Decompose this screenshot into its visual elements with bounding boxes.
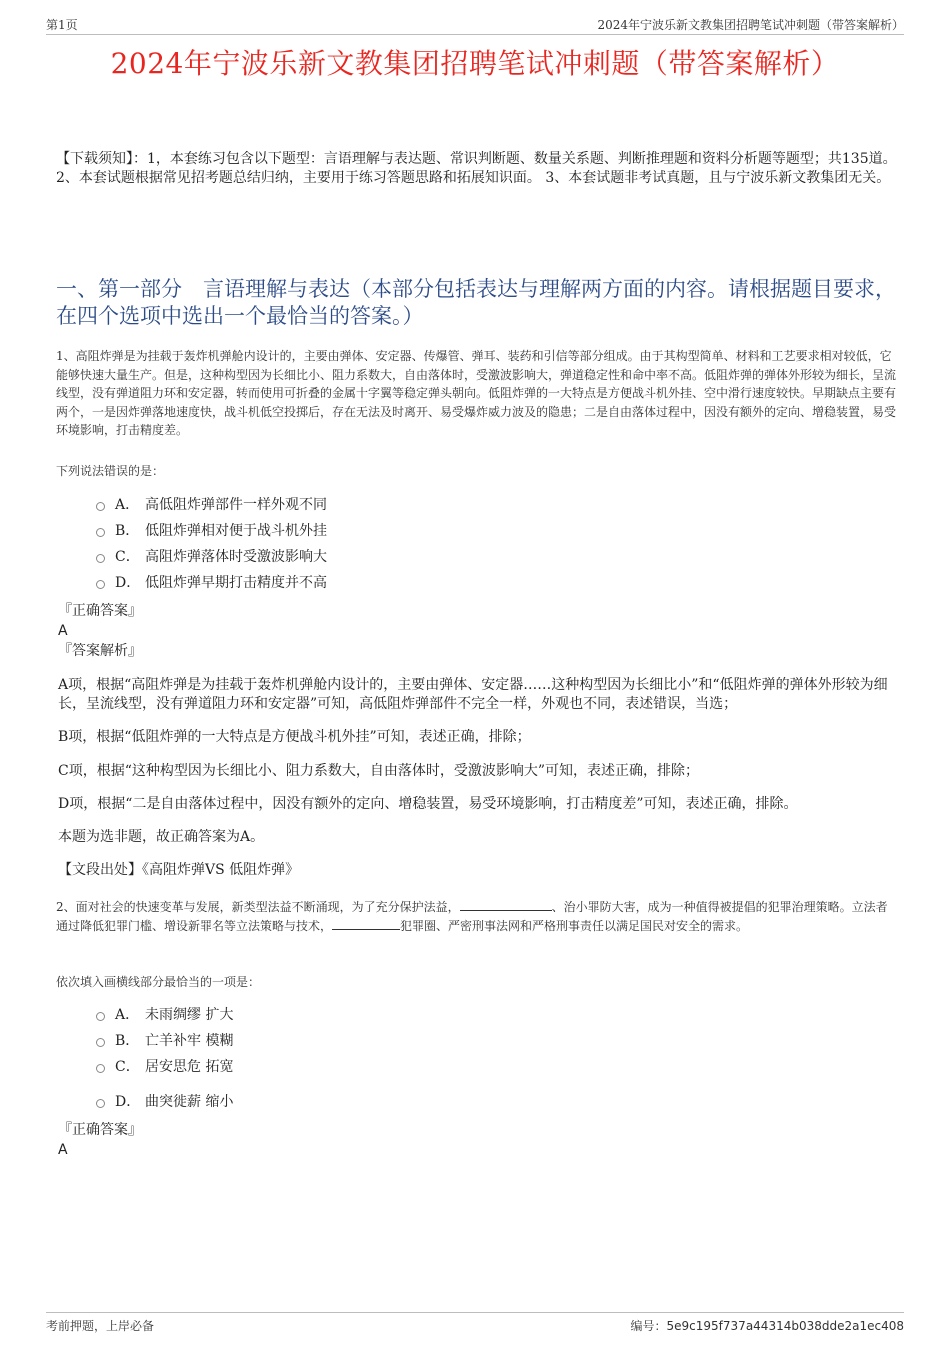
q1-answer-label: 『正确答案』 <box>58 603 142 619</box>
footer-id <box>631 1317 904 1334</box>
q1-option-b[interactable] <box>96 521 327 541</box>
section-title: 一、第一部分 言语理解与表达（本部分包括表达与理解两方面的内容。请根据题目要求，在四个选项中选出一个最恰当的答案。） <box>56 277 896 328</box>
q2-option-c[interactable] <box>96 1057 233 1077</box>
radio-icon[interactable] <box>96 1064 105 1073</box>
q1-passage: 1、高阻炸弹是为挂载于轰炸机弹舱内设计的，主要由弹体、安定器、传爆管、弹耳、装药和引信等部分组成。由于其构型简单、材料和工艺要求相对较低，它能够快速大量生产。但是，这种构型因为长细比小、阻力系数大，自由落体时，受激波影响大，弹道稳定性和命中率不高。低阻炸弹的弹体外形较为细长，呈流线型，没有弹道阻力环和安定器，转而使用可折叠的金属十字翼等稳定弹头朝向。低阻炸弹的一大特点是方便战斗机外挂、空中滑行速度较快。早期缺点主要有两个，一是因炸弹落地速度快，战斗机低空投掷后，存在无法及时离开、易受爆炸威力波及的隐患；二是自由落体过程中，因没有额外的定向、增稳装置，易受环境影响，打击精度差。 <box>56 349 897 437</box>
q2-passage-part2: 、治小罪防大害，成为一种值得被提倡的犯罪治理策略。立法者通过降低犯罪门槛、增设新罪名等立法策略与技术， <box>56 900 888 933</box>
q1-analysis-a: A项，根据“高阻炸弹是为挂载于轰炸机弹舱内设计的，主要由弹体、安定器……这种构型因为长细比小”和“低阻炸弹的弹体外形较为细长，呈流线型，没有弹道阻力环和安定器”可知，高低阻炸弹部件不完全一样，外观也不同，表述错误，当选； <box>58 677 888 712</box>
radio-icon[interactable] <box>96 1099 105 1108</box>
option-text: 高阻炸弹落体时受激波影响大 <box>145 549 327 565</box>
document-title: 2024年宁波乐新文教集团招聘笔试冲刺题（带答案解析） <box>110 47 840 80</box>
option-text: 低阻炸弹相对便于战斗机外挂 <box>145 523 327 539</box>
option-key: A． <box>115 1007 140 1023</box>
option-key: A． <box>115 497 140 513</box>
page-footer <box>46 1312 904 1333</box>
header-doc-title: 2024年宁波乐新文教集团招聘笔试冲刺题（带答案解析） <box>597 18 904 32</box>
radio-icon[interactable] <box>96 528 105 537</box>
option-key: C． <box>115 1059 140 1075</box>
q1-source: 【文段出处】《高阻炸弹VS 低阻炸弹》 <box>58 862 300 878</box>
footer-id-label: 编号： <box>630 1319 667 1333</box>
q1-option-c[interactable] <box>96 547 327 567</box>
option-text: 高低阻炸弹部件一样外观不同 <box>145 497 327 513</box>
download-notice: 【下载须知】：1，本套练习包含以下题型：言语理解与表达题、常识判断题、数量关系题、判断推理题和资料分析题等题型；共135道。 2、本套试题根据常见招考题总结归纳，主要用于练习答题思路和拓展知识面。 3、本套试题非考试真题，且与宁波乐新文教集团无关。 <box>56 151 897 186</box>
q1-analysis-b: B项，根据“低阻炸弹的一大特点是方便战斗机外挂”可知，表述正确，排除； <box>58 729 531 745</box>
q1-analysis-d: D项，根据“二是自由落体过程中，因没有额外的定向、增稳装置，易受环境影响，打击精度差”可知，表述正确，排除。 <box>58 796 798 812</box>
radio-icon[interactable] <box>96 580 105 589</box>
q2-answer-label: 『正确答案』 <box>58 1122 142 1138</box>
radio-icon[interactable] <box>96 554 105 563</box>
q1-answer: A <box>58 623 68 639</box>
page-number: 第1页 <box>46 18 78 32</box>
page-header <box>46 14 904 35</box>
option-key: C． <box>115 549 140 565</box>
q1-option-d[interactable] <box>96 573 327 593</box>
option-text: 亡羊补牢 模糊 <box>145 1033 234 1049</box>
q2-answer: A <box>58 1142 68 1158</box>
footer-slogan: 考前押题，上岸必备 <box>46 1319 155 1333</box>
q2-passage <box>56 898 898 935</box>
q2-option-d[interactable] <box>96 1092 233 1112</box>
q1-analysis-c: C项，根据“这种构型因为长细比小、阻力系数大，自由落体时，受激波影响大”可知，表述正确，排除； <box>58 763 700 779</box>
option-key: D． <box>115 575 141 591</box>
q1-option-a[interactable] <box>96 495 327 515</box>
option-text: 曲突徙薪 缩小 <box>145 1094 234 1110</box>
option-key: B． <box>115 523 140 539</box>
option-key: B． <box>115 1033 140 1049</box>
q1-conclusion: 本题为选非题，故正确答案为A。 <box>58 829 265 845</box>
radio-icon[interactable] <box>96 1038 105 1047</box>
option-key: D． <box>115 1094 141 1110</box>
q2-option-b[interactable] <box>96 1031 233 1051</box>
option-text: 未雨绸缪 扩大 <box>145 1007 234 1023</box>
q2-passage-part3: 犯罪圈、严密刑事法网和严格刑事责任以满足国民对安全的需求。 <box>400 918 749 933</box>
radio-icon[interactable] <box>96 1012 105 1021</box>
footer-id-code: 5e9c195f737a44314b038dde2a1ec408 <box>666 1319 904 1333</box>
radio-icon[interactable] <box>96 502 105 511</box>
q2-prompt: 依次填入画横线部分最恰当的一项是： <box>56 975 261 989</box>
q1-prompt: 下列说法错误的是： <box>56 464 165 478</box>
blank-2 <box>332 917 400 930</box>
q1-analysis-label: 『答案解析』 <box>58 643 142 659</box>
q2-passage-part1: 2、面对社会的快速变革与发展，新类型法益不断涌现，为了充分保护法益， <box>56 900 460 914</box>
option-text: 低阻炸弹早期打击精度并不高 <box>145 575 327 591</box>
option-text: 居安思危 拓宽 <box>145 1059 234 1075</box>
blank-1 <box>460 898 552 911</box>
q2-option-a[interactable] <box>96 1005 233 1025</box>
